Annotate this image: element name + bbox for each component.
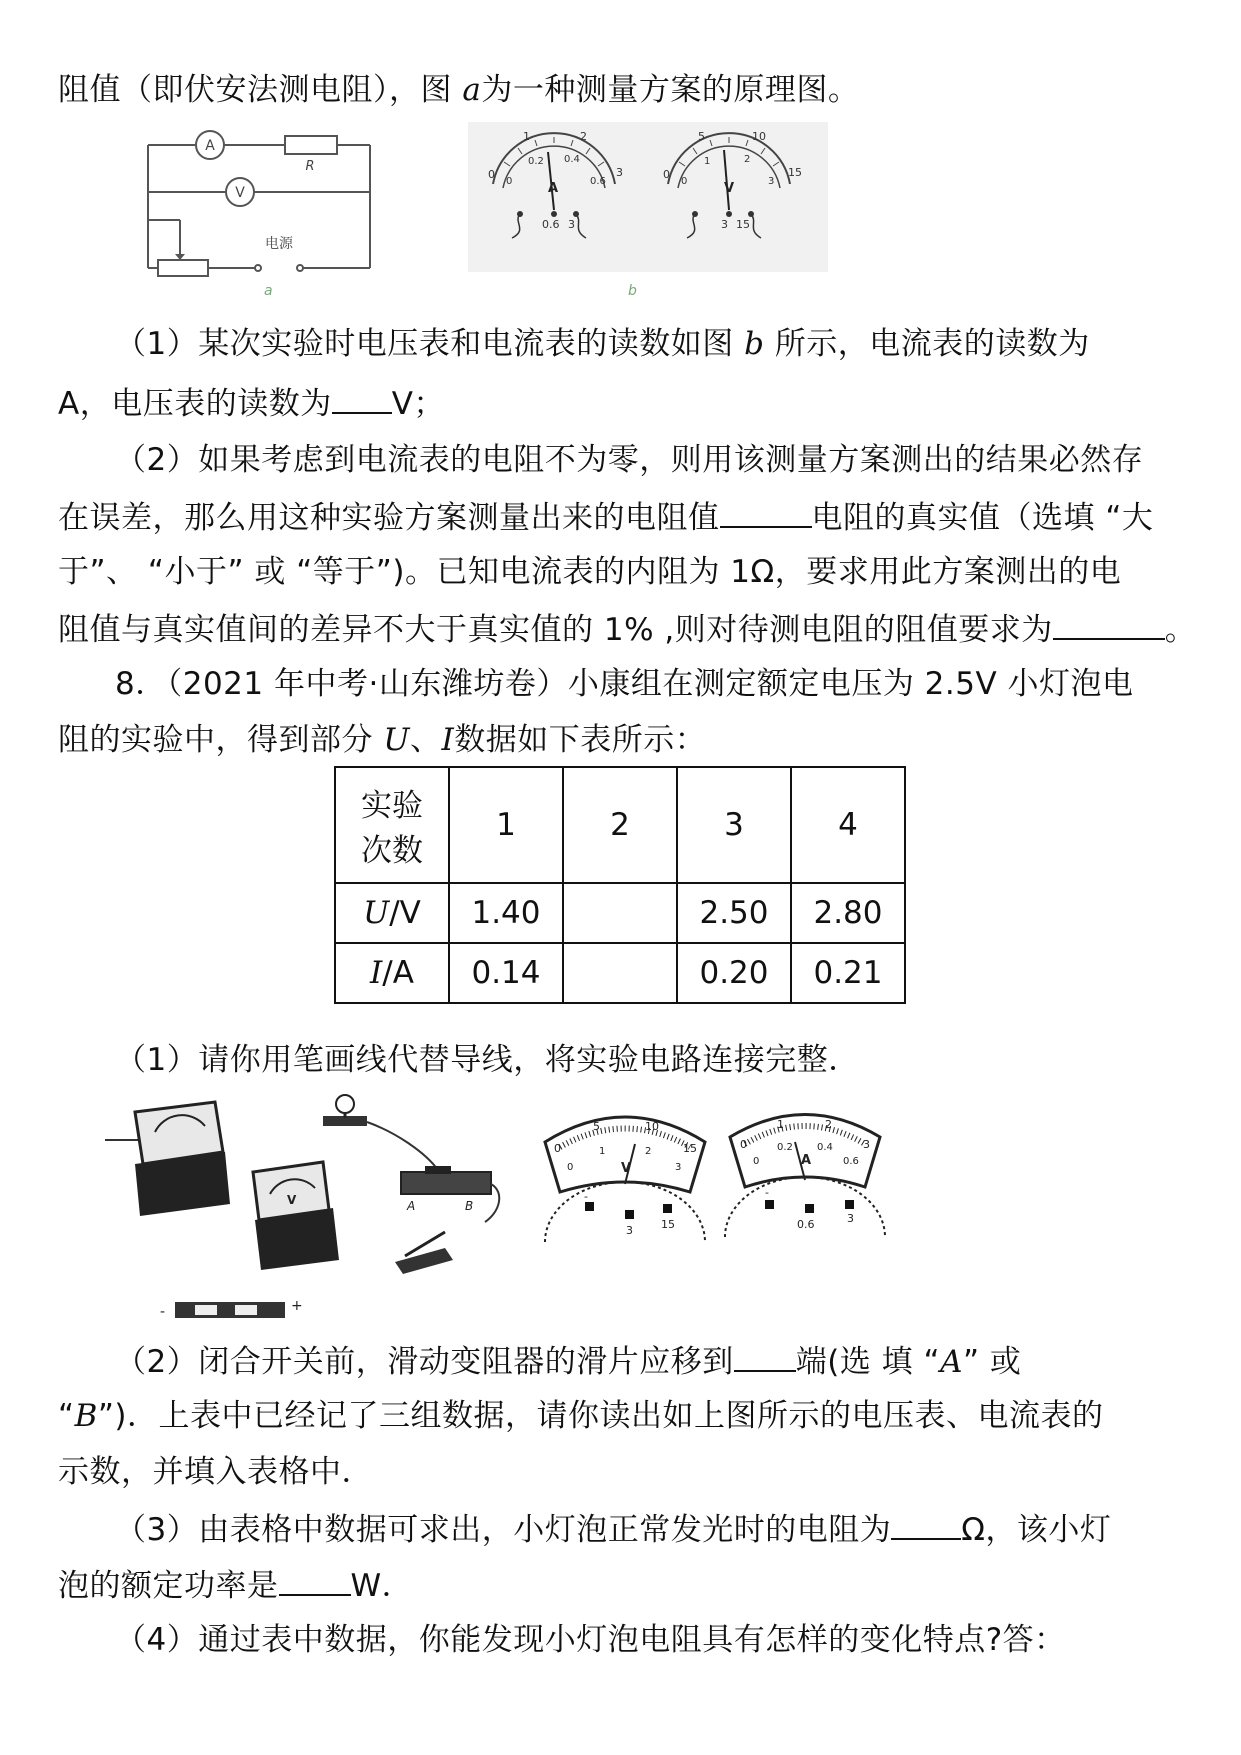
a-face-lower-tick-2: 0.4 (817, 1142, 833, 1153)
battery-plus: + (291, 1298, 303, 1314)
figure-b-meters (468, 122, 828, 272)
voltmeter-lower-tick-0: 0 (681, 176, 688, 187)
q1-line-1: （1）某次实验时电压表和电流表的读数如图 b 所示，电流表的读数为 (115, 326, 1090, 362)
a-face-upper-tick-1: 1 (777, 1118, 784, 1131)
light-bulb-icon (323, 1095, 367, 1126)
figure-a-circuit (140, 120, 390, 300)
intro-line: 阻值（即伏安法测电阻），图 a为一种测量方案的原理图。 (58, 72, 860, 108)
a-face-symbol: A (801, 1153, 812, 1168)
voltmeter-symbol: V (235, 185, 245, 201)
s3-line-1: （3）由表格中数据可求出，小灯泡正常发光时的电阻为 Ω，该小灯 (115, 1508, 1111, 1550)
table-header-cell: 1 (449, 767, 563, 883)
table-header-cell: 3 (677, 767, 791, 883)
v-face-upper-tick-1: 5 (593, 1120, 600, 1133)
q2-line-2: 在误差，那么用这种实验方案测量出来的电阻值 电阻的真实值（选填 “大 (58, 496, 1153, 538)
voltmeter-dial-symbol: V (724, 181, 735, 196)
a-face-terminal-0.6: 0.6 (797, 1218, 815, 1231)
voltmeter-upper-tick-0: 0 (663, 168, 670, 181)
q1-line-2: A，电压表的读数为 V； (58, 382, 445, 424)
s1-line: （1）请你用笔画线代替导线，将实验电路连接完整． (115, 1042, 860, 1078)
battery-icon (160, 1298, 303, 1320)
a-face-upper-tick-2: 2 (825, 1118, 832, 1131)
voltmeter-terminal-3: 3 (721, 218, 728, 231)
table-cell-empty[interactable] (563, 883, 677, 943)
voltmeter-lower-tick-3: 3 (768, 176, 775, 187)
a-face-upper-tick-0: 0 (740, 1138, 747, 1151)
s3-line-2: 泡的额定功率是 W． (58, 1564, 413, 1606)
a-face-lower-tick-3: 0.6 (843, 1156, 859, 1167)
table-cell: 2.80 (791, 883, 905, 943)
v-face-upper-tick-0: 0 (554, 1142, 561, 1155)
resistor-label: R (305, 159, 315, 174)
battery-minus: - (160, 1304, 166, 1320)
table-header-cell: 4 (791, 767, 905, 883)
power-source-label: 电源 (265, 236, 293, 252)
ammeter-upper-tick-2: 2 (580, 130, 587, 143)
p8-line-2: 阻的实验中，得到部分 U、I数据如下表所示： (58, 722, 707, 758)
voltmeter-face (545, 1117, 705, 1242)
figure-a-caption: a (264, 283, 273, 299)
figure-b-caption: b (628, 283, 637, 299)
voltmeter-lower-tick-2: 2 (744, 154, 751, 165)
v-face-symbol: V (621, 1161, 632, 1176)
ammeter-symbol: A (205, 138, 215, 154)
table-cell: 0.20 (677, 943, 791, 1003)
ammeter-terminal-3: 3 (568, 218, 575, 231)
v-face-lower-tick-1: 1 (599, 1146, 606, 1157)
table-cell: 0.21 (791, 943, 905, 1003)
ammeter-lower-tick-2: 0.4 (564, 154, 580, 165)
s2-line-1: （2）闭合开关前，滑动变阻器的滑片应移到 端(选 填 “A” 或 (115, 1340, 1021, 1382)
table-cell: 2.50 (677, 883, 791, 943)
rheostat-end-b: B (465, 1199, 474, 1213)
ammeter-face (725, 1115, 885, 1238)
table-row-label: I/A (335, 943, 449, 1003)
q1-voltage-blank[interactable] (332, 382, 392, 414)
ammeter-dial-symbol: A (548, 181, 559, 196)
table-row-voltage (335, 883, 905, 943)
voltmeter-terminal-15: 15 (736, 218, 750, 231)
ammeter-upper-tick-3: 3 (616, 166, 623, 179)
table-header-label: 实验 次数 (335, 767, 449, 883)
v-face-lower-tick-2: 2 (645, 1146, 652, 1157)
ammeter-upper-tick-0: 0 (488, 168, 495, 181)
ammeter-lower-tick-0: 0 (506, 176, 513, 187)
rheostat-icon (401, 1166, 491, 1213)
s3-power-blank[interactable] (279, 1564, 351, 1596)
p8-line-1: 8．（2021 年中考·山东潍坊卷）小康组在测定额定电压为 2.5V 小灯泡电 (115, 666, 1134, 702)
table-row-current (335, 943, 905, 1003)
table-cell-empty[interactable] (563, 943, 677, 1003)
s3-resistance-blank[interactable] (891, 1508, 961, 1540)
v-face-terminal-3: 3 (626, 1224, 633, 1237)
table-header-cell: 2 (563, 767, 677, 883)
a-face-upper-tick-3: 3 (863, 1138, 870, 1151)
voltmeter-upper-tick-3: 15 (788, 166, 802, 179)
ammeter-terminal-0.6: 0.6 (542, 218, 560, 231)
voltmeter-upper-tick-1: 5 (698, 130, 705, 143)
s2-end-blank[interactable] (734, 1340, 796, 1372)
meter-box-icon (105, 1102, 230, 1216)
q2-requirement-blank[interactable] (1053, 608, 1165, 640)
data-table (334, 766, 906, 1004)
a-face-terminal-3: 3 (847, 1212, 854, 1225)
q2-compare-blank[interactable] (720, 496, 812, 528)
table-row-label: U/V (335, 883, 449, 943)
a-face-lower-tick-0: 0 (753, 1156, 760, 1167)
s2-line-2: “B”)．上表中已经记了三组数据，请你读出如上图所示的电压表、电流表的 (58, 1398, 1104, 1434)
v-face-lower-tick-3: 3 (675, 1162, 682, 1173)
apparatus-figure (105, 1092, 935, 1332)
v-face-terminal-minus: - (584, 1190, 588, 1203)
a-face-lower-tick-1: 0.2 (777, 1142, 793, 1153)
switch-icon (395, 1232, 453, 1274)
q2-line-3: 于”、 “小于” 或 “等于”)。已知电流表的内阻为 1Ω，要求用此方案测出的电 (58, 554, 1122, 590)
table-header-row (335, 767, 905, 883)
q2-line-1: （2）如果考虑到电流表的电阻不为零，则用该测量方案测出的结果必然存 (115, 442, 1144, 478)
table-cell: 0.14 (449, 943, 563, 1003)
ammeter-lower-tick-3: 0.6 (590, 176, 606, 187)
v-face-upper-tick-2: 10 (645, 1120, 659, 1133)
v-face-upper-tick-3: 15 (683, 1142, 697, 1155)
meter-box-icon (253, 1162, 339, 1270)
table-cell: 1.40 (449, 883, 563, 943)
ammeter-lower-tick-1: 0.2 (528, 156, 544, 167)
svg-text:V: V (287, 1193, 297, 1207)
voltmeter-upper-tick-2: 10 (752, 130, 766, 143)
q2-line-4: 阻值与真实值间的差异不大于真实值的 1% ,则对待测电阻的阻值要求为 。 (58, 608, 1196, 650)
rheostat-end-a: A (407, 1199, 416, 1213)
s4-line: （4）通过表中数据，你能发现小灯泡电阻具有怎样的变化特点?答： (115, 1622, 1066, 1658)
v-face-lower-tick-0: 0 (567, 1162, 574, 1173)
ammeter-upper-tick-1: 1 (523, 130, 530, 143)
voltmeter-lower-tick-1: 1 (704, 156, 711, 167)
a-face-terminal-minus: - (765, 1186, 769, 1199)
s2-line-3: 示数，并填入表格中． (58, 1454, 373, 1490)
v-face-terminal-15: 15 (661, 1218, 675, 1231)
